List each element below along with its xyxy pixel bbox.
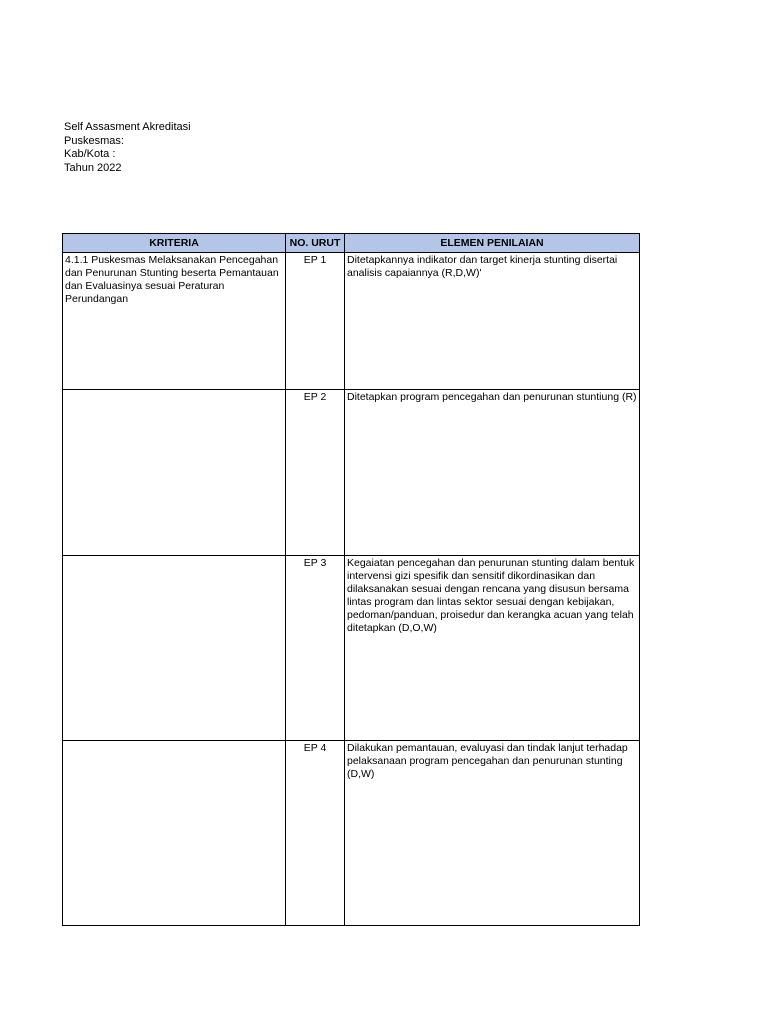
kriteria-cell: 4.1.1 Puskesmas Melaksanakan Pencegahan dan Penurunan Stunting beserta Pemantauan dan Evaluasinya sesuai Peraturan Perundangan <box>63 253 286 390</box>
kriteria-cell <box>63 741 286 926</box>
no-urut-cell: EP 1 <box>286 253 345 390</box>
elemen-penilaian-cell: Kegaiatan pencegahan dan penurunan stunting dalam bentuk intervensi gizi spesifik dan sensitif dikordinasikan dan dilaksanakan sesuai dengan rencana yang disusun bersama lintas program dan lintas sektor sesuai dengan kebijakan, pedoman/panduan, proisedur dan kerangka acuan yang telah ditetapkan (D,O,W) <box>345 556 640 741</box>
elemen-penilaian-cell: Dilakukan pemantauan, evaluyasi dan tindak lanjut terhadap pelaksanaan program pencegahan dan penurunan stunting (D,W) <box>345 741 640 926</box>
year-label: Tahun 2022 <box>64 161 122 174</box>
table-row <box>63 390 640 556</box>
kriteria-cell <box>63 390 286 556</box>
column-header-no-urut: NO. URUT <box>286 234 345 253</box>
kriteria-cell <box>63 556 286 741</box>
column-header-kriteria: KRITERIA <box>63 234 286 253</box>
puskesmas-label: Puskesmas: <box>64 134 124 147</box>
table-header-row <box>63 234 640 253</box>
table-row <box>63 741 640 926</box>
no-urut-cell: EP 3 <box>286 556 345 741</box>
elemen-penilaian-cell: Ditetapkan program pencegahan dan penurunan stuntiung (R) <box>345 390 640 556</box>
no-urut-cell: EP 2 <box>286 390 345 556</box>
elemen-penilaian-cell: Ditetapkannya indikator dan target kinerja stunting disertai analisis capaiannya (R,D,W)' <box>345 253 640 390</box>
document-title: Self Assasment Akreditasi <box>64 121 191 133</box>
kab-kota-label: Kab/Kota : <box>64 148 116 160</box>
assessment-table <box>62 233 640 926</box>
no-urut-cell: EP 4 <box>286 741 345 926</box>
column-header-elemen-penilaian: ELEMEN PENILAIAN <box>345 234 640 253</box>
table-row <box>63 556 640 741</box>
document-header <box>64 121 191 175</box>
table-row <box>63 253 640 390</box>
